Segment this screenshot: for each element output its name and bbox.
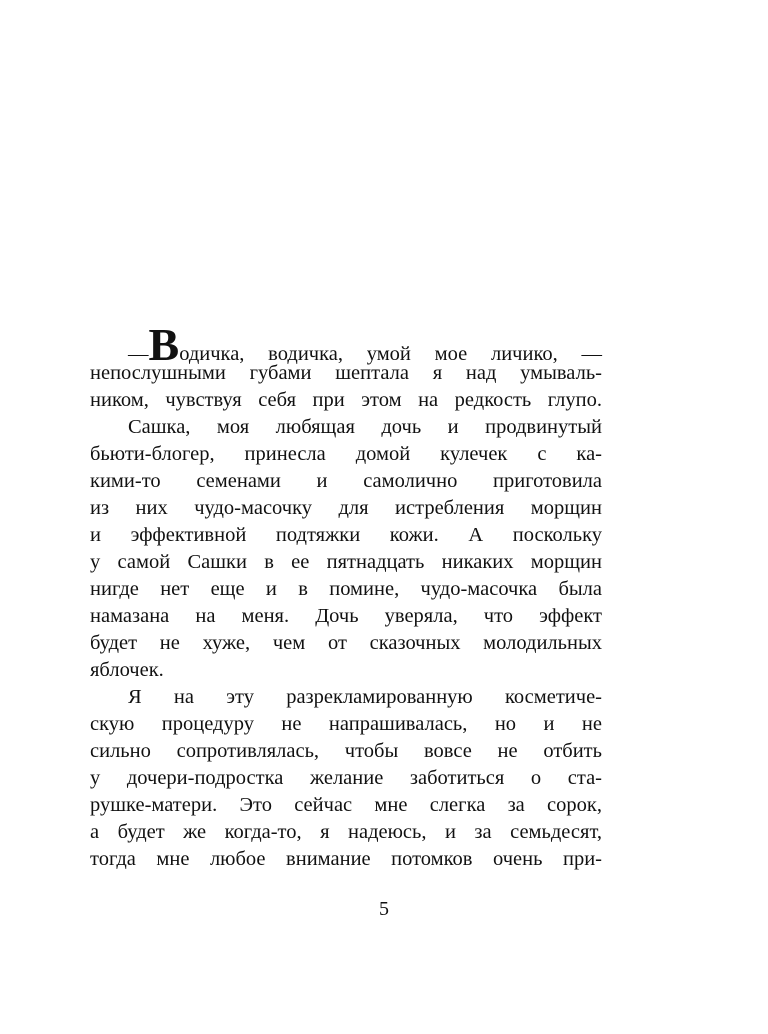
text-line: у дочери-подростка желание заботиться о ста-: [90, 767, 602, 789]
text-line: ником, чувствуя себя при этом на редкость глупо.: [90, 389, 602, 411]
text-line: бьюти-блогер, принесла домой кулечек с ка-: [90, 443, 602, 465]
opening-line: [90, 319, 602, 370]
text-line: яблочек.: [90, 659, 164, 681]
text-line: непослушными губами шептала я над умываль-: [90, 362, 602, 384]
page-number: 5: [379, 898, 389, 920]
text-line: будет не хуже, чем от сказочных молодильных: [90, 632, 602, 654]
text-line: тогда мне любое внимание потомков очень при-: [90, 848, 602, 870]
text-line: у самой Сашки в ее пятнадцать никаких морщин: [90, 551, 602, 573]
text-line: и эффективной подтяжки кожи. А поскольку: [90, 524, 602, 546]
text-line: рушке-матери. Это сейчас мне слегка за сорок,: [90, 794, 602, 816]
book-page-text: [90, 319, 602, 873]
opening-line-rest: одичка, водичка, умой мое личико, —: [179, 343, 602, 365]
text-line: намазана на меня. Дочь уверяла, что эффект: [90, 605, 602, 627]
drop-cap-letter: В: [148, 319, 180, 370]
text-line: Я на эту разрекламированную косметиче-: [128, 686, 602, 708]
text-line: сильно сопротивлялась, чтобы вовсе не отбить: [90, 740, 602, 762]
opening-dash: —: [128, 343, 149, 365]
text-line: а будет же когда-то, я надеюсь, и за семьдесят,: [90, 821, 602, 843]
text-line: нигде нет еще и в помине, чудо-масочка была: [90, 578, 602, 600]
text-line: скую процедуру не напрашивалась, но и не: [90, 713, 602, 735]
text-line: кими-то семенами и самолично приготовила: [90, 470, 602, 492]
text-line: из них чудо-масочку для истребления морщин: [90, 497, 602, 519]
text-line: Сашка, моя любящая дочь и продвинутый: [128, 416, 602, 438]
